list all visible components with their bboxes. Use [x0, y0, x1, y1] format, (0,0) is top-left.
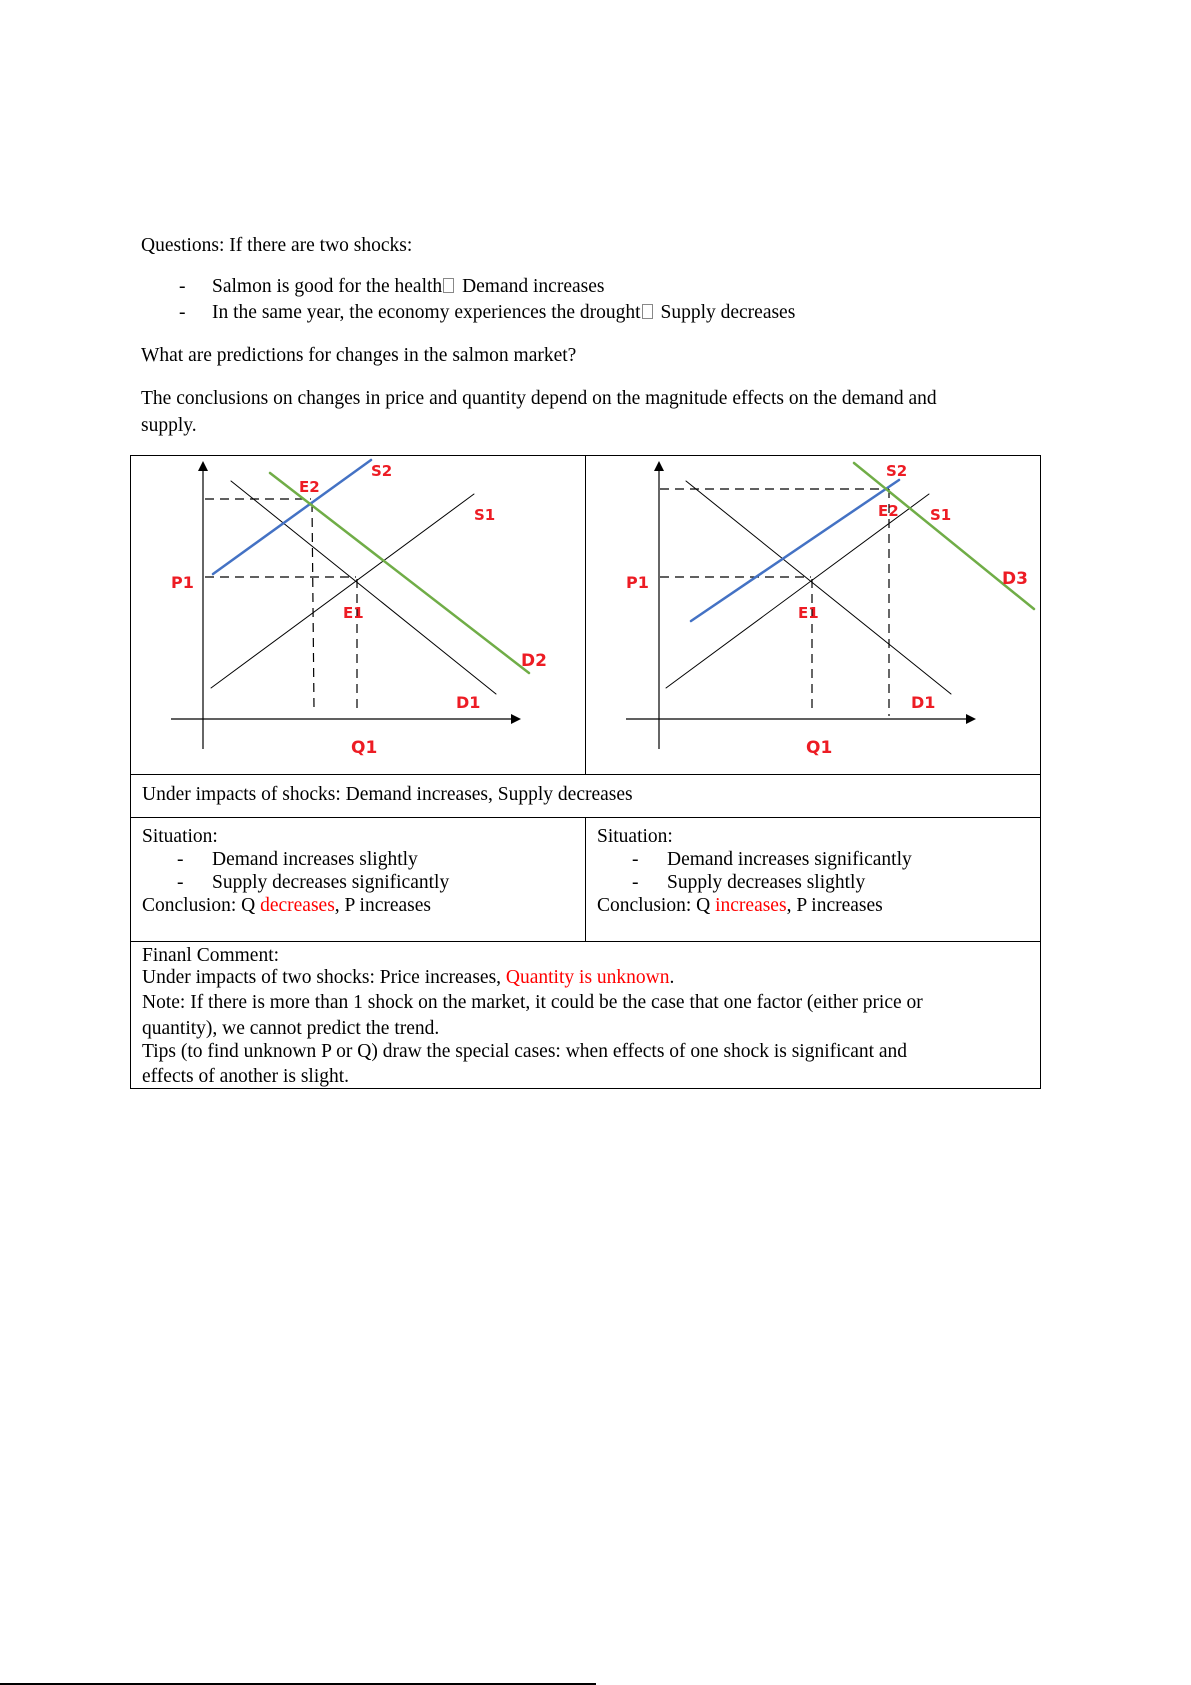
final-comment-title: Finanl Comment: [142, 945, 280, 966]
case-divider [585, 818, 586, 942]
quantity-change-highlight: increases [715, 895, 787, 916]
label-d1: D1 [911, 693, 936, 712]
quantity-unknown-highlight: Quantity is unknown [505, 967, 670, 988]
case-2-title: Situation: [597, 826, 673, 847]
analysis-table [130, 455, 1041, 1089]
case-1-title: Situation: [142, 826, 218, 847]
label-e1: E1 [343, 604, 364, 622]
shock-summary: Under impacts of shocks: Demand increases, Supply decreases [142, 784, 633, 805]
label-d1: D1 [456, 693, 481, 712]
label-s1: S1 [930, 506, 952, 524]
curve-s2 [213, 460, 371, 574]
case-1-item-text: Supply decreases significantly [212, 872, 450, 893]
curve-d1 [231, 481, 496, 694]
chart-case-1 [131, 456, 585, 774]
note-line-2: quantity), we cannot predict the trend. [142, 1018, 440, 1039]
question-heading: Questions: If there are two shocks: [141, 235, 413, 256]
y-axis-arrow-icon [654, 461, 664, 471]
label-d2: D2 [521, 651, 547, 671]
y-axis-arrow-icon [198, 461, 208, 471]
dashed-guide [312, 503, 314, 709]
x-axis-arrow-icon [966, 714, 976, 724]
bullet-result: Supply decreases [655, 302, 796, 323]
curve-d1 [686, 481, 951, 694]
curve-s2 [691, 480, 899, 621]
case-1-item: - [177, 849, 184, 870]
label-s2: S2 [371, 462, 393, 480]
prompt-text: What are predictions for changes in the salmon market? [141, 345, 577, 366]
case-2-conclusion: Conclusion: Q increases, P increases [597, 895, 883, 916]
label-p1: P1 [626, 573, 649, 592]
curve-s1 [211, 494, 474, 688]
explanation-line-1: The conclusions on changes in price and quantity depend on the magnitude effects on the demand and [141, 388, 937, 409]
label-e2: E2 [299, 478, 320, 496]
missing-glyph-arrow-icon [642, 304, 653, 319]
row-divider [131, 774, 1040, 775]
supply-demand-graph-case-2 [586, 456, 1041, 774]
label-e1: E1 [798, 604, 819, 622]
label-d3: D3 [1002, 569, 1028, 589]
label-q1: Q1 [351, 738, 378, 758]
row-divider [131, 941, 1040, 942]
label-p1: P1 [171, 573, 194, 592]
label-q1: Q1 [806, 738, 833, 758]
label-s1: S1 [474, 506, 496, 524]
tips-line-1: Tips (to find unknown P or Q) draw the special cases: when effects of one shock is significant and [142, 1041, 908, 1062]
missing-glyph-arrow-icon [443, 278, 454, 293]
tips-line-2: effects of another is slight. [142, 1066, 350, 1087]
case-1-item: - [177, 872, 184, 893]
case-1-item-text: Demand increases slightly [212, 849, 418, 870]
case-2-item-text: Supply decreases slightly [667, 872, 866, 893]
case-2-item-text: Demand increases significantly [667, 849, 912, 870]
case-2-item: - [632, 872, 639, 893]
bullet-result: Demand increases [457, 276, 605, 297]
curve-d2 [270, 473, 529, 673]
x-axis-arrow-icon [511, 714, 521, 724]
label-e2: E2 [878, 502, 899, 520]
chart-case-2 [586, 456, 1041, 774]
final-comment-summary: Under impacts of two shocks: Price increases, Quantity is unknown. [142, 967, 675, 988]
label-s2: S2 [886, 462, 908, 480]
supply-demand-graph-case-1 [131, 456, 585, 774]
bullet-dash: - [179, 302, 186, 323]
bullet-dash: - [179, 276, 186, 297]
case-2-item: - [632, 849, 639, 870]
bullet-text: In the same year, the economy experiences the drought [212, 302, 641, 323]
quantity-change-highlight: decreases [260, 895, 335, 916]
explanation-line-2: supply. [141, 415, 197, 436]
case-1-conclusion: Conclusion: Q decreases, P increases [142, 895, 432, 916]
note-line-1: Note: If there is more than 1 shock on the market, it could be the case that one factor (either price or [142, 992, 923, 1013]
bullet-text: Salmon is good for the health [212, 276, 443, 297]
